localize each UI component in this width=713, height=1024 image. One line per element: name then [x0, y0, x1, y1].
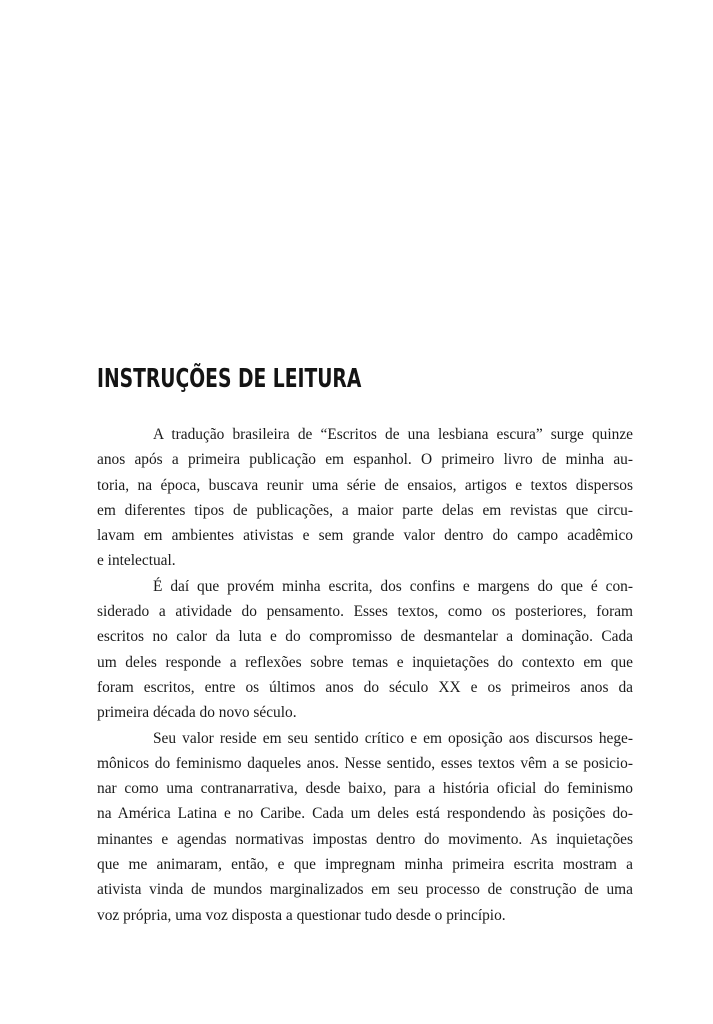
text-line: primeira década do novo século. — [97, 704, 297, 722]
body-text — [97, 422, 633, 928]
text-line: foram escritos, entre os últimos anos do século XX e os primeiros anos da — [97, 678, 633, 696]
text-line: voz própria, uma voz disposta a questionar tudo desde o princípio. — [97, 906, 506, 924]
text-line: escritos no calor da luta e do compromisso de desmantelar a dominação. Cada — [97, 628, 633, 646]
paragraph-2 — [97, 574, 633, 726]
text-line: em diferentes tipos de publicações, a maior parte delas em revistas que circu- — [97, 501, 633, 519]
chapter-heading: INSTRUÇÕES DE LEITURA — [97, 364, 362, 394]
text-line: mônicos do feminismo daqueles anos. Nesse sentido, esses textos vêm a se posicio- — [97, 754, 633, 772]
text-line: Seu valor reside em seu sentido crítico e em oposição aos discursos hege- — [153, 729, 633, 747]
text-line: que me animaram, então, e que impregnam minha primeira escrita mostram a — [97, 856, 633, 874]
text-line: e intelectual. — [97, 552, 176, 570]
text-line: na América Latina e no Caribe. Cada um deles está respondendo às posições do- — [97, 805, 633, 823]
text-line: lavam em ambientes ativistas e sem grande valor dentro do campo acadêmico — [97, 527, 633, 545]
text-line: anos após a primeira publicação em espanhol. O primeiro livro de minha au- — [97, 451, 633, 469]
text-line: um deles responde a reflexões sobre temas e inquietações do contexto em que — [97, 653, 633, 671]
paragraph-1 — [97, 422, 633, 574]
text-line: nar como uma contranarrativa, desde baixo, para a história oficial do feminismo — [97, 780, 633, 798]
text-line: toria, na época, buscava reunir uma série de ensaios, artigos e textos dispersos — [97, 476, 633, 494]
paragraph-3 — [97, 726, 633, 928]
text-line: É daí que provém minha escrita, dos confins e margens do que é con- — [153, 577, 633, 595]
text-line: A tradução brasileira de “Escritos de una lesbiana escura” surge quinze — [153, 426, 633, 443]
text-line: ativista vinda de mundos marginalizados em seu processo de construção de uma — [97, 881, 633, 899]
text-line: siderado a atividade do pensamento. Esses textos, como os posteriores, foram — [97, 603, 633, 621]
text-line: minantes e agendas normativas impostas dentro do movimento. As inquietações — [97, 830, 633, 848]
